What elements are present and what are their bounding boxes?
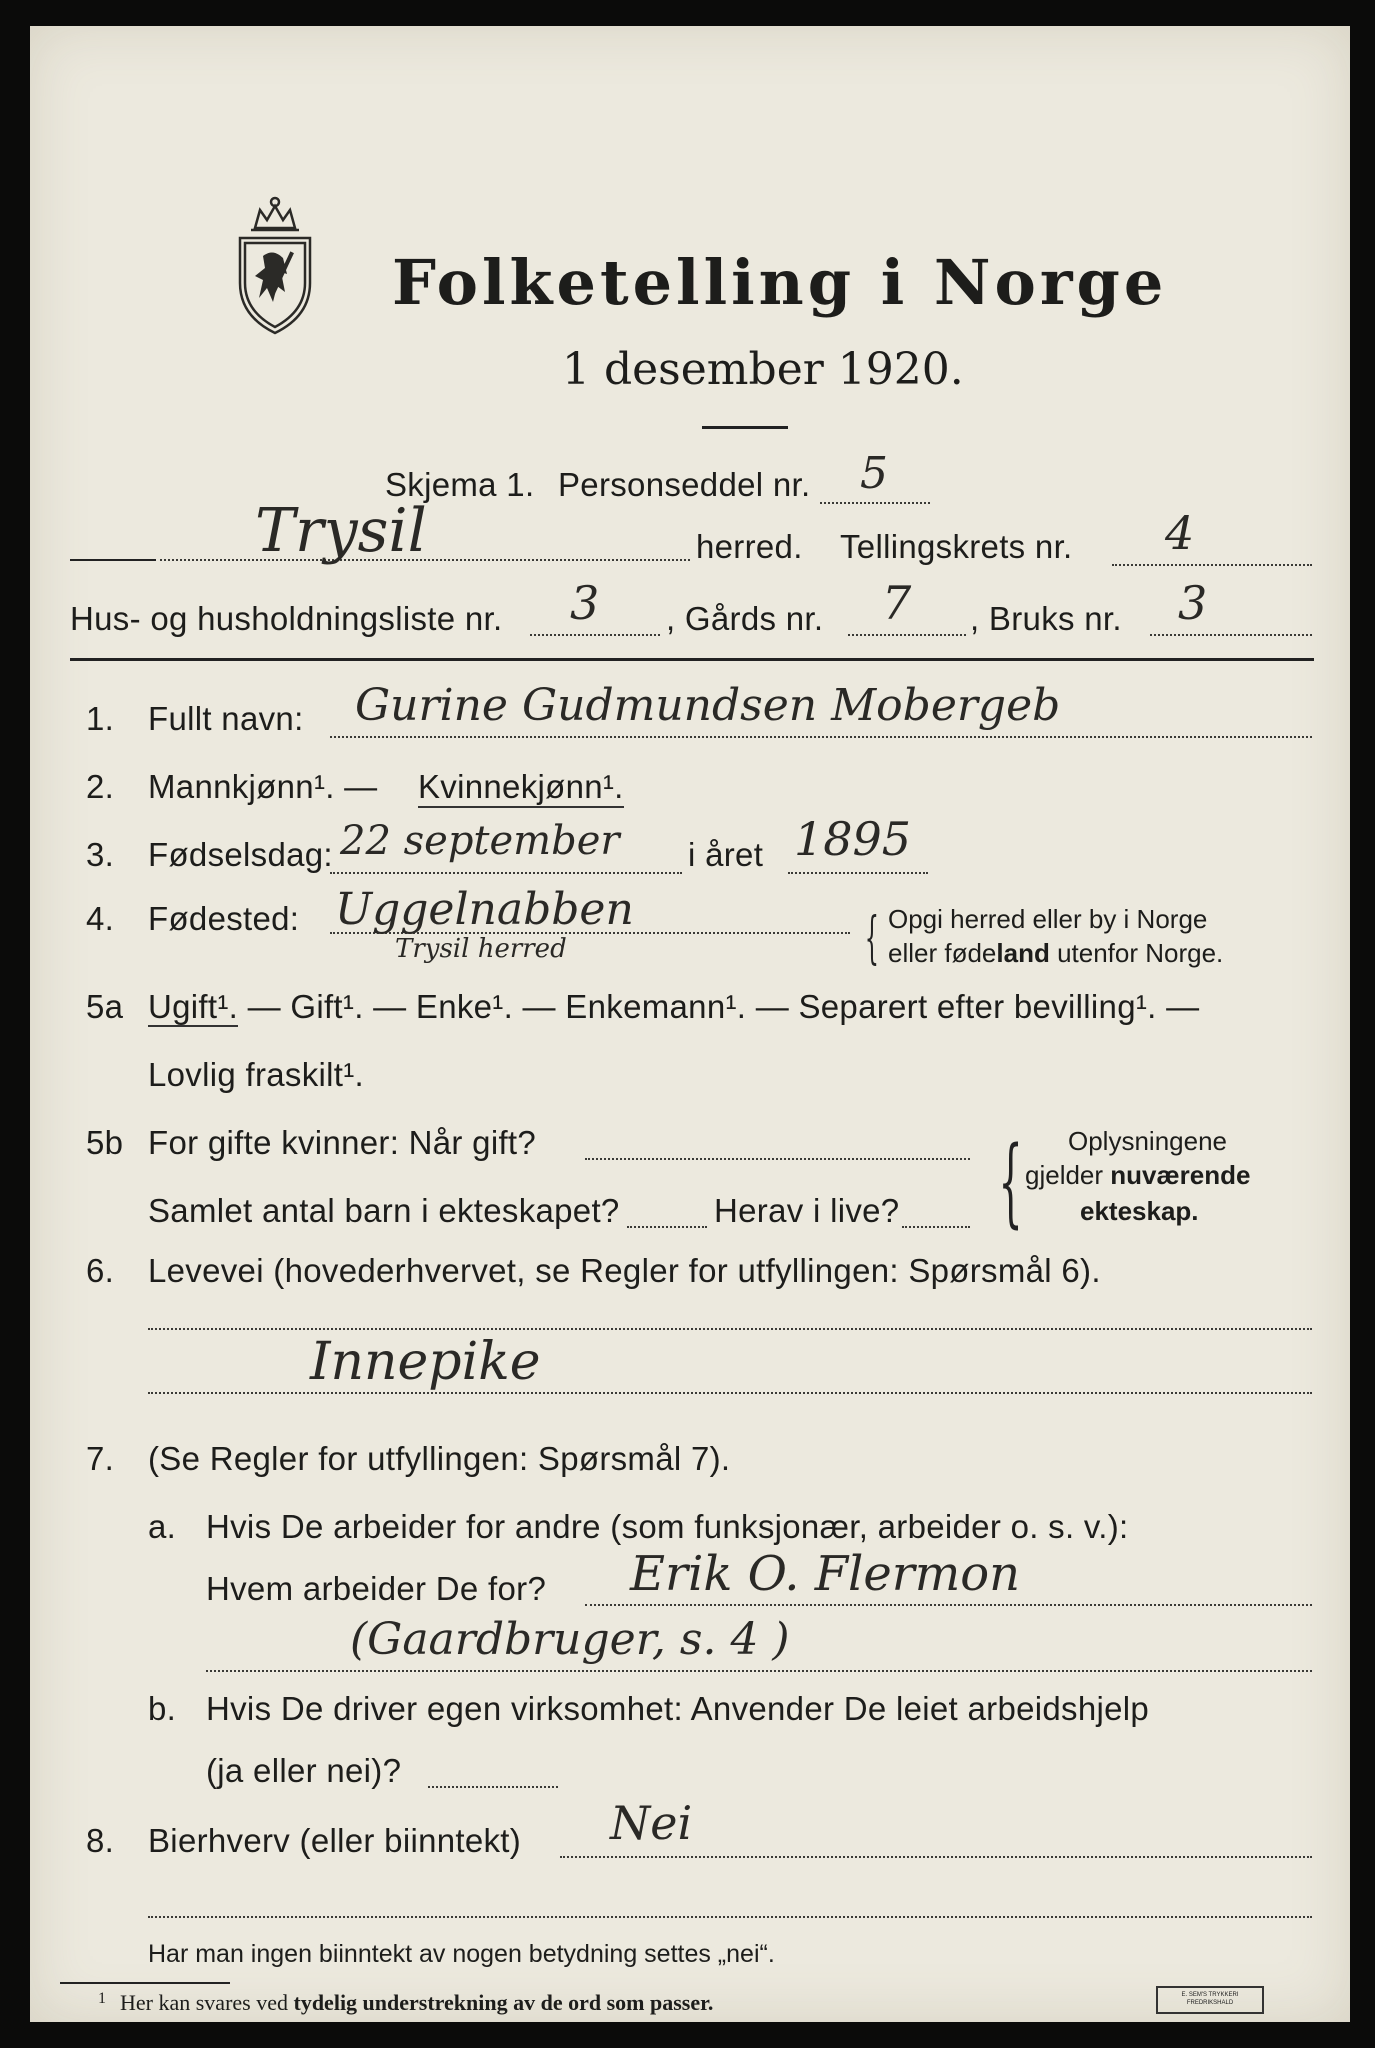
q8-line2 [148,1916,1312,1918]
tellingskrets-value[interactable]: 4 [1165,506,1195,560]
q3-birthday-value[interactable]: 22 september [340,818,620,864]
q5b-line2-children: Samlet antal barn i ekteskapet? [148,1192,620,1229]
q5a-number: 5a [86,988,124,1025]
herred-leading-rule [70,559,156,561]
q7b-letter: b. [148,1690,177,1727]
q2-male-option[interactable]: Mannkjønn¹. — [148,768,378,805]
q6-number: 6. [86,1252,115,1289]
q6-occupation-value[interactable]: Innepike [310,1332,541,1392]
q4-note-line1: Opgi herred eller by i Norge [888,904,1208,934]
bruks-value[interactable]: 3 [1178,576,1208,630]
footer-note: Har man ingen biinntekt av nogen betydning settes „nei“. [148,1940,775,1968]
q4-note-brace: { [864,906,879,971]
q5b-note-brace: { [998,1126,1023,1238]
q5b-note-line2: gjelder nuværende [1025,1160,1251,1190]
q7a-employer-value[interactable]: Erik O. Flermon [630,1546,1021,1602]
footnote-divider [60,1982,230,1984]
q7a-line1: Hvis De arbeider for andre (som funksjonær, arbeider o. s. v.): [206,1508,1129,1545]
printer-stamp: E. SEM'S TRYKKERI FREDRIKSHALD [1156,1986,1264,2014]
q4-note-line2: eller fødeland utenfor Norge. [888,938,1224,968]
q3-day-line [330,872,682,874]
q8-line [560,1856,1312,1858]
form-date: 1 desember 1920. [562,344,964,395]
bruks-label: , Bruks nr. [970,600,1122,637]
q3-year-line [788,872,928,874]
footnote-text: Her kan svares ved tydelig understrekning av de ord som passer. [120,1990,714,2015]
q5a-ugift-option-underlined[interactable]: Ugift¹. [148,988,239,1025]
q5b-line2-alive: Herav i live? [714,1192,900,1229]
personseddel-value[interactable]: 5 [860,448,888,499]
title-divider [702,426,788,429]
header-divider [70,658,1314,661]
q7b-line1: Hvis De driver egen virksomhet: Anvender De leiet arbeidshjelp [206,1690,1150,1727]
q4-birthplace-value[interactable]: Uggelnabben [335,884,634,935]
q6-line2 [148,1392,1312,1394]
q6-line1 [148,1328,1312,1330]
tellingskrets-line [1112,564,1312,566]
coat-of-arms-emblem [225,188,325,338]
q5b-alive-line [902,1226,970,1228]
personseddel-line [820,502,930,504]
q5b-note-line1: Oplysningene [1068,1126,1227,1156]
q3-year-label: i året [688,836,764,873]
q7b-answer-line [428,1786,558,1788]
husliste-label: Hus- og husholdningsliste nr. [70,600,503,637]
q7a-employer-subvalue[interactable]: (Gaardbruger, s. 4 ) [350,1614,790,1665]
q8-label: Bierhverv (eller biinntekt) [148,1822,522,1859]
gards-value[interactable]: 7 [882,576,912,630]
form-title: Folketelling i Norge [392,246,1168,319]
q3-label: Fødselsdag: [148,836,333,873]
q5a-other-options[interactable]: — Gift¹. — Enke¹. — Enkemann¹. — Separert efter bevilling¹. — [238,988,1200,1025]
q1-full-name-value[interactable]: Gurine Gudmundsen Mobergeb [355,680,1061,731]
q3-number: 3. [86,836,115,873]
q1-number: 1. [86,700,115,737]
skjema-label: Skjema 1. [385,466,535,503]
q4-label: Fødested: [148,900,300,937]
q5b-note-line3: ekteskap. [1080,1196,1199,1226]
q7-label: (Se Regler for utfyllingen: Spørsmål 7). [148,1440,731,1477]
gards-line [848,634,966,636]
herred-value[interactable]: Trysil [255,496,427,566]
q8-number: 8. [86,1822,115,1859]
gards-label: , Gårds nr. [666,600,824,637]
q4-number: 4. [86,900,115,937]
q3-year-value[interactable]: 1895 [794,812,912,866]
bruks-line [1150,634,1312,636]
footnote-number: 1 [98,1990,106,2007]
q5b-line1: For gifte kvinner: Når gift? [148,1124,537,1161]
q5b-children-line [627,1226,707,1228]
tellingskrets-label: Tellingskrets nr. [840,528,1073,565]
q5a-marital-options [148,988,1199,1026]
q5a-line2[interactable]: Lovlig fraskilt¹. [148,1056,364,1093]
herred-label: herred. [696,528,803,565]
q7a-line2: Hvem arbeider De for? [206,1570,547,1607]
husliste-line [530,634,660,636]
q8-side-income-value[interactable]: Nei [610,1796,693,1850]
q6-label: Levevei (hovederhvervet, se Regler for utfyllingen: Spørsmål 6). [148,1252,1101,1289]
census-form-sheet [30,26,1350,2022]
q7a-letter: a. [148,1508,177,1545]
q7a-employer-line2 [206,1670,1312,1672]
q2-female-option-underlined[interactable]: Kvinnekjønn¹. [418,768,624,808]
q2-number: 2. [86,768,115,805]
q5b-when-line [585,1158,970,1160]
q7-number: 7. [86,1440,115,1477]
q5b-number: 5b [86,1124,124,1161]
q1-line [330,736,1312,738]
q7b-line2: (ja eller nei)? [206,1752,402,1789]
q1-label: Fullt navn: [148,700,304,737]
q7a-employer-line [585,1604,1312,1606]
personseddel-label: Personseddel nr. [558,466,811,503]
q4-birthplace-subvalue[interactable]: Trysil herred [395,934,567,964]
husliste-value[interactable]: 3 [570,576,600,630]
